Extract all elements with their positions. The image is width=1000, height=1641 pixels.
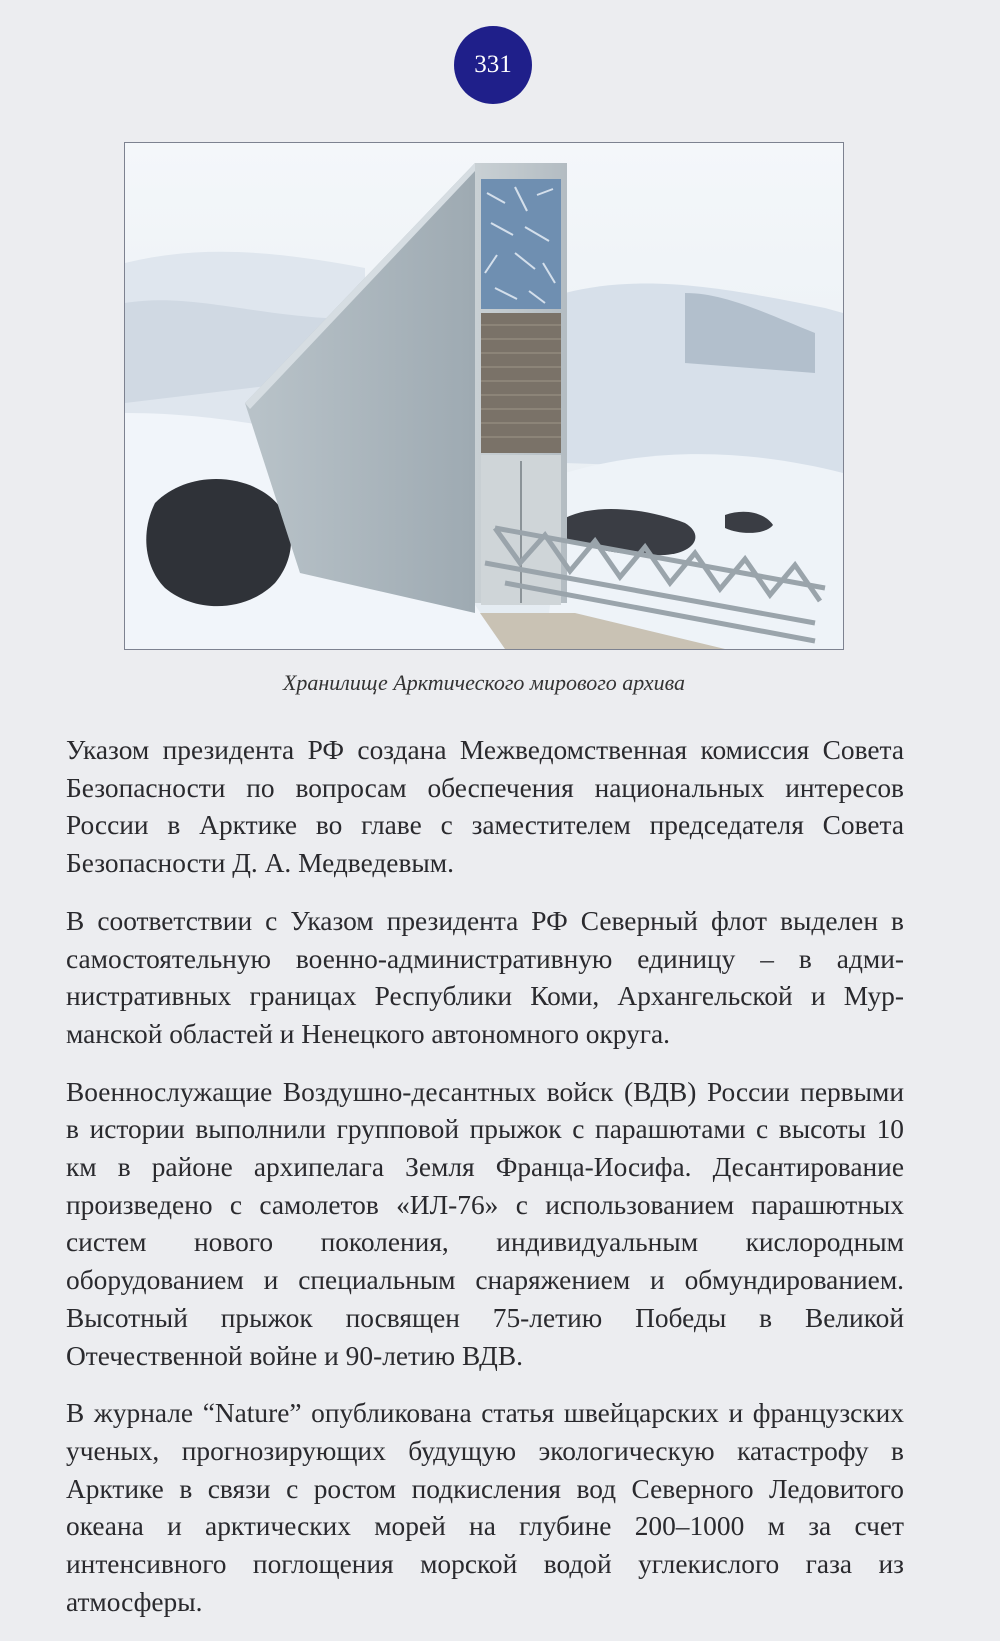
article-body — [66, 732, 904, 1641]
figure-caption: Хранилище Арктического мирового архива — [282, 670, 686, 695]
page-number-badge — [454, 26, 532, 104]
paragraph: Указом президента РФ создана Межведомственная комиссия Совета Безопасности по вопросам обеспечения национальных интересов России в Арктике во главе с заместителем председателя Совета Безопасности Д. А. Медведевым. — [66, 735, 904, 879]
seed-vault-illustration — [125, 143, 843, 649]
paragraph: В журнале “Nature” опубликована статья швейцарских и французских ученых, прогнозирующих будущую экологическую катастрофу в Арктике в связи с ростом подкисления вод Северного Ледовитого океана и арктических морей на глубине 200–1000 м за счет интенсивного поглощения морской водой углекислого газа из атмосферы. — [66, 1398, 904, 1617]
paragraph: В соответствии с Указом президента РФ Северный флот выделен в самостоятельную военно-административную единицу – в административных границах Республики Коми, Архангельской и Мурманской областей и Ненецкого автономного округа. — [66, 905, 904, 1049]
seed-vault-photo — [124, 142, 844, 650]
page-number: 331 — [474, 51, 512, 78]
paragraph: Военнослужащие Воздушно-десантных войск (ВДВ) России первыми в истории выполнили групповой прыжок с парашютами с высоты 10 км в районе архипелага Земля Франца-Иосифа. Десантирование произведено с самолетов «ИЛ-76» с использованием парашютных систем нового поколения, индивидуальным кислородным оборудованием и специальным снаряжением и обмундированием. Высотный прыжок посвящен 75-летию Победы в Великой Отечественной войне и 90-летию ВДВ. — [66, 1076, 904, 1371]
